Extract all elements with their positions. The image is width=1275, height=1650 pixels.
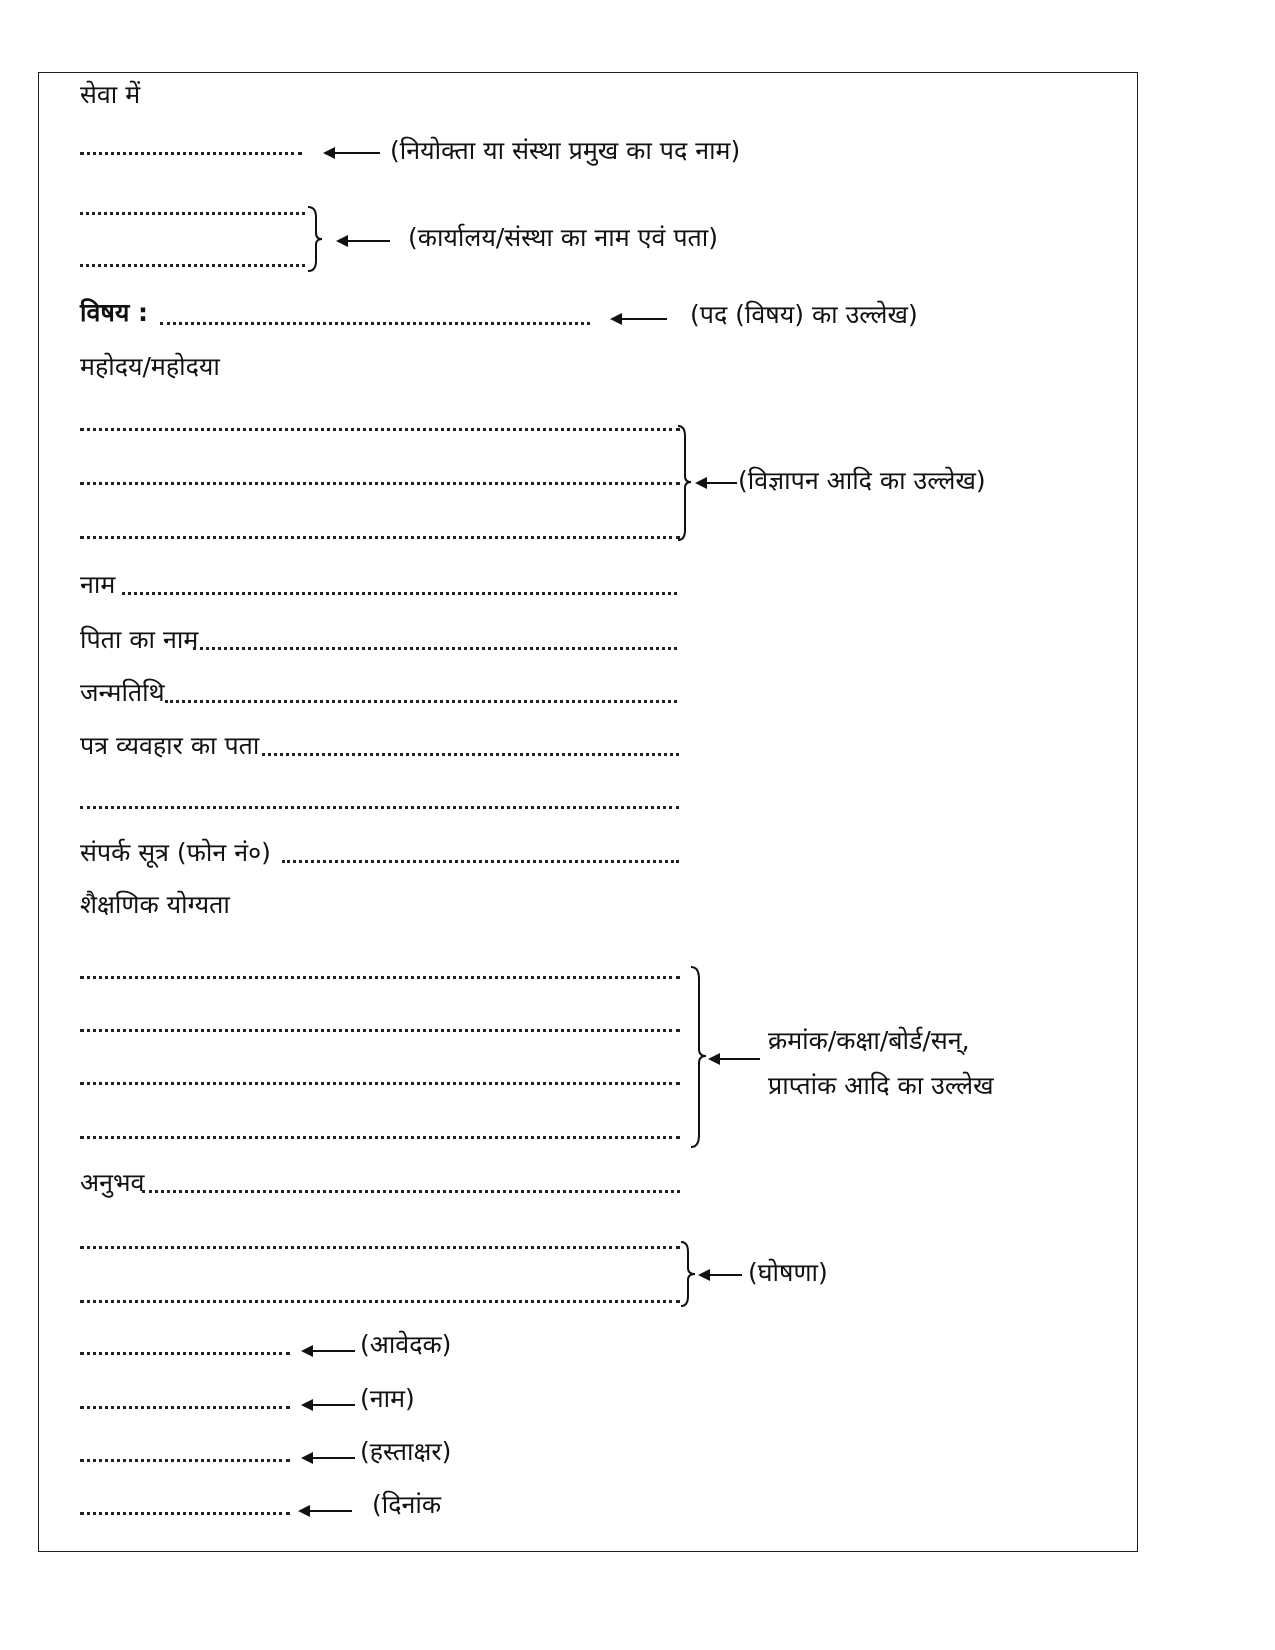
- subject-label: विषय :: [80, 298, 149, 327]
- declaration-blank-line-2[interactable]: [80, 1300, 680, 1303]
- arrow-left-icon: [710, 1058, 760, 1060]
- brace-icon: [690, 965, 710, 1150]
- field-father-label: पिता का नाम: [80, 625, 199, 654]
- brace-icon: [677, 424, 695, 544]
- advert-blank-line-2[interactable]: [80, 482, 680, 485]
- note-signature: (हस्ताक्षर): [360, 1437, 452, 1466]
- field-education-label: शैक्षणिक योग्यता: [80, 890, 230, 919]
- note-applicant: (आवेदक): [360, 1330, 452, 1359]
- advert-blank-line-3[interactable]: [80, 536, 680, 539]
- note-name: (नाम): [360, 1384, 415, 1413]
- note-education-line-2: प्राप्तांक आदि का उल्लेख: [768, 1071, 994, 1100]
- arrow-left-icon: [325, 152, 380, 154]
- arrow-left-icon: [697, 482, 737, 484]
- signature-blank-line[interactable]: [80, 1459, 290, 1462]
- address-blank-line-2[interactable]: [80, 806, 679, 809]
- note-education-line-1: क्रमांक/कक्षा/बोर्ड/सन्,: [768, 1026, 970, 1055]
- greeting: महोदय/महोदया: [80, 352, 220, 381]
- note-office: (कार्यालय/संस्था का नाम एवं पता): [408, 223, 719, 252]
- education-blank-line-1[interactable]: [80, 976, 680, 979]
- date-blank-line[interactable]: [80, 1512, 290, 1515]
- education-blank-line-3[interactable]: [80, 1082, 680, 1085]
- applicant-blank-line[interactable]: [80, 1352, 290, 1355]
- experience-blank-line[interactable]: [142, 1190, 680, 1193]
- field-experience-label: अनुभव: [80, 1168, 145, 1197]
- arrow-left-icon: [303, 1350, 355, 1352]
- advert-blank-line-1[interactable]: [80, 428, 680, 431]
- subject-blank-line[interactable]: [160, 322, 590, 325]
- father-blank-line[interactable]: [193, 647, 677, 650]
- dob-blank-line[interactable]: [165, 700, 677, 703]
- arrow-left-icon: [300, 1510, 352, 1512]
- contact-blank-line[interactable]: [282, 860, 679, 863]
- arrow-left-icon: [303, 1404, 355, 1406]
- office-blank-line-1[interactable]: [80, 212, 305, 215]
- employer-blank-line[interactable]: [80, 152, 302, 155]
- field-name-label: नाम: [80, 570, 116, 599]
- arrow-left-icon: [303, 1457, 355, 1459]
- field-dob-label: जन्मतिथि: [80, 678, 165, 707]
- arrow-left-icon: [700, 1274, 742, 1276]
- education-blank-line-4[interactable]: [80, 1136, 680, 1139]
- note-subject: (पद (विषय) का उल्लेख): [690, 300, 918, 329]
- arrow-left-icon: [612, 318, 667, 320]
- field-address-label: पत्र व्यवहार का पता: [80, 731, 260, 760]
- brace-icon: [680, 1240, 700, 1310]
- education-blank-line-2[interactable]: [80, 1029, 680, 1032]
- note-advert: (विज्ञापन आदि का उल्लेख): [738, 466, 986, 495]
- arrow-left-icon: [338, 240, 390, 242]
- address-blank-line-1[interactable]: [262, 753, 679, 756]
- form-frame: [38, 72, 1138, 1552]
- note-employer: (नियोक्ता या संस्था प्रमुख का पद नाम): [390, 136, 741, 165]
- field-contact-label: संपर्क सूत्र (फोन नं०): [80, 838, 271, 867]
- declaration-blank-line-1[interactable]: [80, 1246, 680, 1249]
- applicant-name-blank-line[interactable]: [80, 1406, 290, 1409]
- brace-icon: [306, 205, 328, 273]
- salutation-to: सेवा में: [80, 80, 141, 109]
- name-blank-line[interactable]: [122, 592, 677, 595]
- office-blank-line-2[interactable]: [80, 264, 305, 267]
- note-declaration: (घोषणा): [748, 1258, 828, 1287]
- note-date: (दिनांक: [372, 1490, 442, 1519]
